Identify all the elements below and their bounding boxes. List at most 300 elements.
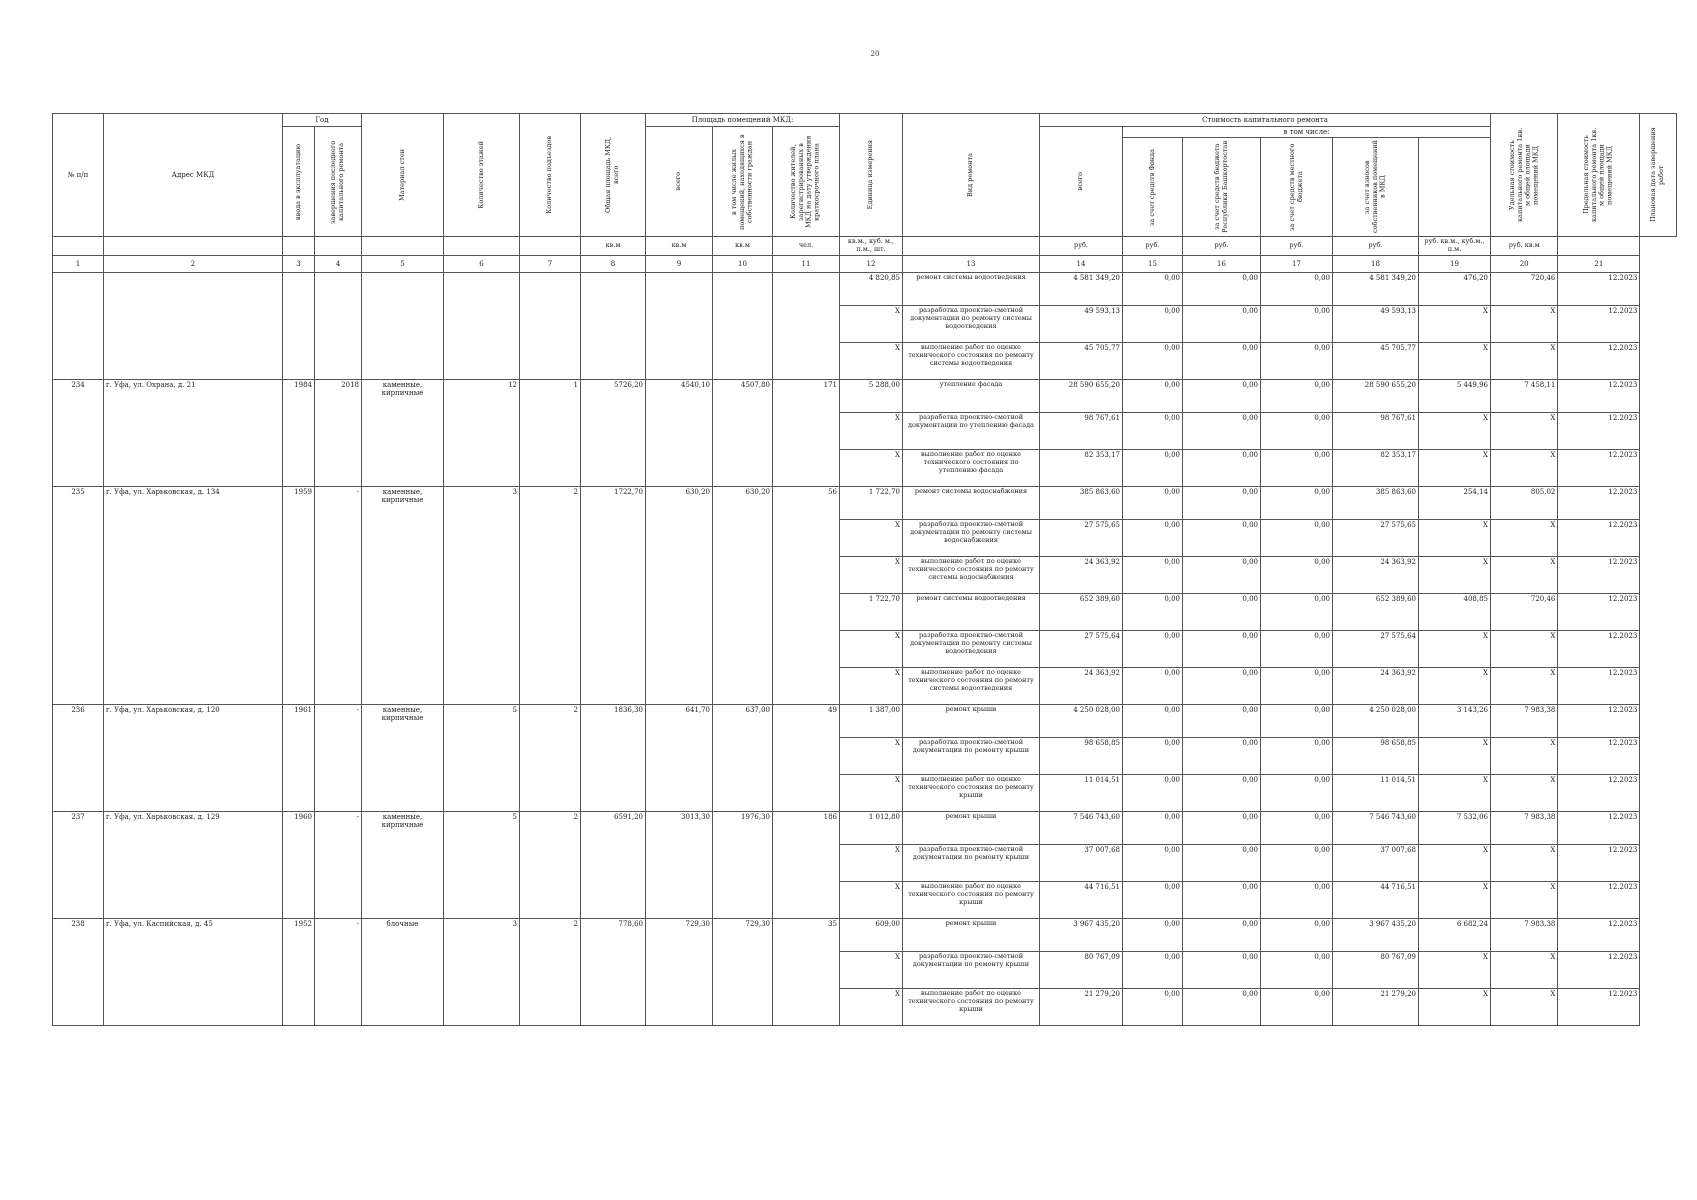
cost-fund: 0,00 <box>1123 556 1183 593</box>
cost-owners: 3 967 435,20 <box>1333 918 1419 951</box>
header-c3: ввода в эксплуатацию <box>283 127 315 237</box>
floors-count: 5 <box>444 811 520 918</box>
limit-cost: X <box>1491 412 1558 449</box>
work-unit-amount: X <box>840 449 903 486</box>
cost-local-budget: 0,00 <box>1261 305 1333 342</box>
planned-completion-date: 12.2023 <box>1558 667 1640 704</box>
area-rooms: 630,20 <box>646 486 713 704</box>
cost-owners: 98 658,85 <box>1333 737 1419 774</box>
table-row <box>53 379 1677 412</box>
cost-local-budget: 0,00 <box>1261 412 1333 449</box>
area-private <box>713 272 773 379</box>
unit-c9: кв.м <box>646 237 713 256</box>
limit-cost: 720,46 <box>1491 593 1558 630</box>
unit-c17: руб. <box>1261 237 1333 256</box>
limit-cost: X <box>1491 951 1558 988</box>
header-area-group: Площадь помещений МКД: <box>646 114 840 127</box>
work-type: разработка проектно-сметной документации по ремонту крыши <box>903 737 1040 774</box>
work-unit-amount: X <box>840 630 903 667</box>
cost-fund: 0,00 <box>1123 737 1183 774</box>
table-row <box>53 486 1677 519</box>
cost-total: 27 575,64 <box>1040 630 1123 667</box>
cost-owners: 21 279,20 <box>1333 988 1419 1025</box>
limit-cost: X <box>1491 305 1558 342</box>
cost-total: 82 353,17 <box>1040 449 1123 486</box>
planned-completion-date: 12.2023 <box>1558 704 1640 737</box>
house-number: 235 <box>53 486 104 704</box>
planned-completion-date: 12.2023 <box>1558 272 1640 305</box>
cost-fund: 0,00 <box>1123 774 1183 811</box>
entrances-count: 2 <box>520 704 581 811</box>
residents-count: 186 <box>773 811 840 918</box>
area-private: 729,30 <box>713 918 773 1025</box>
cost-fund: 0,00 <box>1123 272 1183 305</box>
planned-completion-date: 12.2023 <box>1558 630 1640 667</box>
residents-count: 35 <box>773 918 840 1025</box>
cost-fund: 0,00 <box>1123 305 1183 342</box>
entrances-count: 2 <box>520 811 581 918</box>
year-last-repair: 2018 <box>315 379 362 486</box>
cost-total: 98 658,85 <box>1040 737 1123 774</box>
cost-republic-budget: 0,00 <box>1183 486 1261 519</box>
specific-cost: X <box>1419 844 1491 881</box>
planned-completion-date: 12.2023 <box>1558 918 1640 951</box>
cost-local-budget: 0,00 <box>1261 881 1333 918</box>
header-c17: за счет средств местного бюджета <box>1261 138 1333 237</box>
specific-cost: X <box>1419 342 1491 379</box>
year-built: 1960 <box>283 811 315 918</box>
cost-fund: 0,00 <box>1123 667 1183 704</box>
planned-completion-date: 12.2023 <box>1558 737 1640 774</box>
area-private: 1976,30 <box>713 811 773 918</box>
work-type: ремонт крыши <box>903 918 1040 951</box>
column-number: 12 <box>840 255 903 272</box>
cost-local-budget: 0,00 <box>1261 379 1333 412</box>
entrances-count <box>520 272 581 379</box>
entrances-count: 2 <box>520 918 581 1025</box>
cost-republic-budget: 0,00 <box>1183 593 1261 630</box>
year-last-repair <box>315 272 362 379</box>
limit-cost: X <box>1491 630 1558 667</box>
cost-owners: 4 581 349,20 <box>1333 272 1419 305</box>
cost-fund: 0,00 <box>1123 486 1183 519</box>
cost-local-budget: 0,00 <box>1261 519 1333 556</box>
floors-count: 12 <box>444 379 520 486</box>
column-number: 14 <box>1040 255 1123 272</box>
cost-republic-budget: 0,00 <box>1183 556 1261 593</box>
cost-owners: 24 363,92 <box>1333 556 1419 593</box>
area-rooms: 729,30 <box>646 918 713 1025</box>
cost-fund: 0,00 <box>1123 811 1183 844</box>
table-row <box>53 811 1677 844</box>
wall-material <box>362 272 444 379</box>
cost-fund: 0,00 <box>1123 593 1183 630</box>
unit-c11: чел. <box>773 237 840 256</box>
year-built: 1959 <box>283 486 315 704</box>
cost-fund: 0,00 <box>1123 704 1183 737</box>
limit-cost: X <box>1491 342 1558 379</box>
work-unit-amount: X <box>840 519 903 556</box>
specific-cost: 476,20 <box>1419 272 1491 305</box>
work-type: разработка проектно-сметной документации по утеплению фасада <box>903 412 1040 449</box>
area-rooms <box>646 272 713 379</box>
residents-count: 171 <box>773 379 840 486</box>
cost-owners: 27 575,64 <box>1333 630 1419 667</box>
work-unit-amount: 1 722,70 <box>840 486 903 519</box>
year-last-repair: - <box>315 918 362 1025</box>
unit-c20: руб. кв.м <box>1491 237 1558 256</box>
unit-c14: руб. <box>1040 237 1123 256</box>
table-body <box>53 237 1677 1026</box>
column-number: 9 <box>646 255 713 272</box>
work-unit-amount: X <box>840 342 903 379</box>
specific-cost: X <box>1419 988 1491 1025</box>
cost-fund: 0,00 <box>1123 844 1183 881</box>
cost-total: 45 705,77 <box>1040 342 1123 379</box>
column-number: 6 <box>444 255 520 272</box>
work-unit-amount: X <box>840 305 903 342</box>
wall-material: каменные, кирпичные <box>362 486 444 704</box>
house-address: г. Уфа, ул. Харьковская, д. 129 <box>104 811 283 918</box>
unit-c12: кв.м., куб. м., п.м., шт. <box>840 237 903 256</box>
cost-fund: 0,00 <box>1123 449 1183 486</box>
header-c10: в том числе жилых помещений, находящихся в собственности граждан <box>713 127 773 237</box>
cost-republic-budget: 0,00 <box>1183 774 1261 811</box>
planned-completion-date: 12.2023 <box>1558 811 1640 844</box>
planned-completion-date: 12.2023 <box>1558 342 1640 379</box>
cost-local-budget: 0,00 <box>1261 988 1333 1025</box>
limit-cost: X <box>1491 881 1558 918</box>
year-last-repair: - <box>315 486 362 704</box>
cost-republic-budget: 0,00 <box>1183 305 1261 342</box>
floors-count: 3 <box>444 486 520 704</box>
limit-cost: 805,02 <box>1491 486 1558 519</box>
cost-total: 80 767,09 <box>1040 951 1123 988</box>
cost-fund: 0,00 <box>1123 951 1183 988</box>
cost-local-budget: 0,00 <box>1261 486 1333 519</box>
work-unit-amount: 609,00 <box>840 918 903 951</box>
work-type: выполнение работ по оценке технического состояния по ремонту системы водоотведения <box>903 342 1040 379</box>
cost-local-budget: 0,00 <box>1261 704 1333 737</box>
house-address: г. Уфа, ул. Харьковская, д. 134 <box>104 486 283 704</box>
header-c20: Предельная стоимость капитального ремонта 1кв. м общей площади помещений МКД <box>1558 114 1640 237</box>
column-number: 19 <box>1419 255 1491 272</box>
work-type: разработка проектно-сметной документации по ремонту системы водоотведения <box>903 305 1040 342</box>
limit-cost: X <box>1491 737 1558 774</box>
work-unit-amount: 4 820,85 <box>840 272 903 305</box>
header-cost-group: Стоимость капитального ремонта <box>1040 114 1491 127</box>
planned-completion-date: 12.2023 <box>1558 519 1640 556</box>
work-type: ремонт системы водоотведения <box>903 593 1040 630</box>
specific-cost: X <box>1419 951 1491 988</box>
unit-c10: кв.м <box>713 237 773 256</box>
cost-owners: 82 353,17 <box>1333 449 1419 486</box>
header-c18: за счет взносов собственников помещений в МКД <box>1333 138 1419 237</box>
header-c13: Вид ремонта <box>903 114 1040 237</box>
work-unit-amount: X <box>840 412 903 449</box>
cost-fund: 0,00 <box>1123 918 1183 951</box>
unit-c18: руб. <box>1333 237 1419 256</box>
repair-plan-table-wrapper <box>52 113 1677 1026</box>
cost-fund: 0,00 <box>1123 379 1183 412</box>
house-number: 236 <box>53 704 104 811</box>
planned-completion-date: 12.2023 <box>1558 844 1640 881</box>
work-unit-amount: 1 387,00 <box>840 704 903 737</box>
cost-owners: 7 546 743,60 <box>1333 811 1419 844</box>
house-address: г. Уфа, ул. Харьковская, д. 120 <box>104 704 283 811</box>
cost-total: 652 389,60 <box>1040 593 1123 630</box>
cost-republic-budget: 0,00 <box>1183 519 1261 556</box>
work-type: ремонт системы водоснабжения <box>903 486 1040 519</box>
column-number: 2 <box>104 255 283 272</box>
cost-republic-budget: 0,00 <box>1183 272 1261 305</box>
column-number: 3 <box>283 255 315 272</box>
header-c19: Удельная стоимость капитального ремонта 1кв. м общей площади помещений МКД <box>1491 114 1558 237</box>
work-unit-amount: 5 288,00 <box>840 379 903 412</box>
work-unit-amount: X <box>840 737 903 774</box>
cost-local-budget: 0,00 <box>1261 918 1333 951</box>
repair-plan-table <box>52 113 1677 1026</box>
cost-owners: 80 767,09 <box>1333 951 1419 988</box>
cost-local-budget: 0,00 <box>1261 449 1333 486</box>
work-unit-amount: X <box>840 774 903 811</box>
cost-total: 11 014,51 <box>1040 774 1123 811</box>
cost-total: 27 575,65 <box>1040 519 1123 556</box>
specific-cost: 3 143,26 <box>1419 704 1491 737</box>
work-type: ремонт крыши <box>903 811 1040 844</box>
cost-local-budget: 0,00 <box>1261 774 1333 811</box>
work-unit-amount: X <box>840 881 903 918</box>
house-address: г. Уфа, ул. Каспийская, д. 45 <box>104 918 283 1025</box>
cost-local-budget: 0,00 <box>1261 272 1333 305</box>
floors-count: 3 <box>444 918 520 1025</box>
cost-local-budget: 0,00 <box>1261 667 1333 704</box>
specific-cost: X <box>1419 881 1491 918</box>
unit-c19: руб. кв.м., куб.м., п.м. <box>1419 237 1491 256</box>
year-built: 1952 <box>283 918 315 1025</box>
cost-total: 24 363,92 <box>1040 556 1123 593</box>
planned-completion-date: 12.2023 <box>1558 412 1640 449</box>
specific-cost: 6 682,24 <box>1419 918 1491 951</box>
cost-owners: 11 014,51 <box>1333 774 1419 811</box>
header-c6: Количество этажей <box>444 114 520 237</box>
cost-local-budget: 0,00 <box>1261 556 1333 593</box>
residents-count: 49 <box>773 704 840 811</box>
work-type: разработка проектно-сметной документации по ремонту системы водоснабжения <box>903 519 1040 556</box>
cost-fund: 0,00 <box>1123 881 1183 918</box>
area-total: 6591,20 <box>581 811 646 918</box>
limit-cost: X <box>1491 844 1558 881</box>
cost-owners: 27 575,65 <box>1333 519 1419 556</box>
cost-republic-budget: 0,00 <box>1183 704 1261 737</box>
header-c1: № п/п <box>53 114 104 237</box>
header-c8: Общая площадь МКД, всего <box>581 114 646 237</box>
cost-total: 3 967 435,20 <box>1040 918 1123 951</box>
work-type: выполнение работ по оценке технического состояния по ремонту системы водоснабжения <box>903 556 1040 593</box>
cost-total: 21 279,20 <box>1040 988 1123 1025</box>
cost-local-budget: 0,00 <box>1261 811 1333 844</box>
header-c4: завершения последнего капитального ремонта <box>315 127 362 237</box>
entrances-count: 1 <box>520 379 581 486</box>
wall-material: каменные, кирпичные <box>362 379 444 486</box>
planned-completion-date: 12.2023 <box>1558 486 1640 519</box>
table-row <box>53 704 1677 737</box>
page-number: 20 <box>870 50 880 58</box>
residents-count <box>773 272 840 379</box>
table-row <box>53 272 1677 305</box>
cost-owners: 4 250 028,00 <box>1333 704 1419 737</box>
cost-republic-budget: 0,00 <box>1183 844 1261 881</box>
area-rooms: 4540,10 <box>646 379 713 486</box>
header-c11: Количество жителей, зарегистрированных в МКД на дату утверждения краткосрочного плана <box>773 127 840 237</box>
cost-owners: 24 363,92 <box>1333 667 1419 704</box>
cost-total: 4 581 349,20 <box>1040 272 1123 305</box>
column-number: 8 <box>581 255 646 272</box>
column-number: 17 <box>1261 255 1333 272</box>
cost-republic-budget: 0,00 <box>1183 630 1261 667</box>
cost-fund: 0,00 <box>1123 630 1183 667</box>
cost-fund: 0,00 <box>1123 988 1183 1025</box>
area-total: 778,60 <box>581 918 646 1025</box>
column-number: 1 <box>53 255 104 272</box>
planned-completion-date: 12.2023 <box>1558 593 1640 630</box>
header-cost-sub: в том числе: <box>1123 127 1491 138</box>
work-type: разработка проектно-сметной документации по ремонту крыши <box>903 951 1040 988</box>
cost-republic-budget: 0,00 <box>1183 379 1261 412</box>
work-unit-amount: X <box>840 667 903 704</box>
house-number: 238 <box>53 918 104 1025</box>
cost-owners: 37 007,68 <box>1333 844 1419 881</box>
work-type: ремонт системы водоотведения <box>903 272 1040 305</box>
work-unit-amount: X <box>840 988 903 1025</box>
column-number: 13 <box>903 255 1040 272</box>
header-c21: Плановая дата завершения работ <box>1640 114 1676 237</box>
specific-cost: 254,14 <box>1419 486 1491 519</box>
cost-local-budget: 0,00 <box>1261 737 1333 774</box>
specific-cost: X <box>1419 556 1491 593</box>
cost-republic-budget: 0,00 <box>1183 951 1261 988</box>
cost-total: 37 007,68 <box>1040 844 1123 881</box>
area-private: 4507,80 <box>713 379 773 486</box>
column-number: 5 <box>362 255 444 272</box>
work-type: выполнение работ по оценке технического состояния по ремонту крыши <box>903 988 1040 1025</box>
planned-completion-date: 12.2023 <box>1558 379 1640 412</box>
work-unit-amount: X <box>840 844 903 881</box>
cost-total: 4 250 028,00 <box>1040 704 1123 737</box>
cost-owners: 45 705,77 <box>1333 342 1419 379</box>
house-address: г. Уфа, ул. Охрана, д. 21 <box>104 379 283 486</box>
cost-republic-budget: 0,00 <box>1183 412 1261 449</box>
cost-total: 7 546 743,60 <box>1040 811 1123 844</box>
cost-local-budget: 0,00 <box>1261 593 1333 630</box>
house-number <box>53 272 104 379</box>
limit-cost: X <box>1491 667 1558 704</box>
specific-cost: X <box>1419 774 1491 811</box>
cost-owners: 98 767,61 <box>1333 412 1419 449</box>
limit-cost: 7 983,38 <box>1491 811 1558 844</box>
cost-republic-budget: 0,00 <box>1183 449 1261 486</box>
specific-cost: 408,85 <box>1419 593 1491 630</box>
year-built: 1961 <box>283 704 315 811</box>
work-unit-amount: 1 722,70 <box>840 593 903 630</box>
specific-cost: X <box>1419 519 1491 556</box>
planned-completion-date: 12.2023 <box>1558 305 1640 342</box>
column-number: 7 <box>520 255 581 272</box>
header-c16: за счет средств бюджета Республики Башкортостан <box>1183 138 1261 237</box>
work-type: выполнение работ по оценке технического состояния по ремонту системы водоотведения <box>903 667 1040 704</box>
area-rooms: 641,70 <box>646 704 713 811</box>
house-address <box>104 272 283 379</box>
cost-total: 49 593,13 <box>1040 305 1123 342</box>
area-total <box>581 272 646 379</box>
header-c15: за счет средств Фонда <box>1123 138 1183 237</box>
units-row <box>53 237 1677 256</box>
work-unit-amount: X <box>840 556 903 593</box>
cost-local-budget: 0,00 <box>1261 342 1333 379</box>
work-unit-amount: 1 012,80 <box>840 811 903 844</box>
cost-fund: 0,00 <box>1123 412 1183 449</box>
floors-count <box>444 272 520 379</box>
specific-cost: X <box>1419 667 1491 704</box>
year-last-repair: - <box>315 811 362 918</box>
header-c7: Количество подъездов <box>520 114 581 237</box>
header-c12: Единица измерения <box>840 114 903 237</box>
limit-cost: X <box>1491 988 1558 1025</box>
column-number: 16 <box>1183 255 1261 272</box>
area-total: 1722,70 <box>581 486 646 704</box>
header-c9: всего <box>646 127 713 237</box>
residents-count: 56 <box>773 486 840 704</box>
floors-count: 5 <box>444 704 520 811</box>
cost-owners: 28 590 655,20 <box>1333 379 1419 412</box>
column-number: 18 <box>1333 255 1419 272</box>
column-number: 4 <box>315 255 362 272</box>
planned-completion-date: 12.2023 <box>1558 556 1640 593</box>
planned-completion-date: 12.2023 <box>1558 951 1640 988</box>
cost-total: 44 716,51 <box>1040 881 1123 918</box>
wall-material: каменные, кирпичные <box>362 704 444 811</box>
work-type: выполнение работ по оценке технического состояния по ремонту крыши <box>903 881 1040 918</box>
limit-cost: X <box>1491 556 1558 593</box>
area-total: 5726,20 <box>581 379 646 486</box>
planned-completion-date: 12.2023 <box>1558 449 1640 486</box>
cost-local-budget: 0,00 <box>1261 630 1333 667</box>
column-number: 20 <box>1491 255 1558 272</box>
limit-cost: 7 458,11 <box>1491 379 1558 412</box>
limit-cost: X <box>1491 774 1558 811</box>
cost-owners: 49 593,13 <box>1333 305 1419 342</box>
specific-cost: X <box>1419 630 1491 667</box>
work-unit-amount: X <box>840 951 903 988</box>
work-type: разработка проектно-сметной документации по ремонту крыши <box>903 844 1040 881</box>
unit-c16: руб. <box>1183 237 1261 256</box>
area-private: 630,20 <box>713 486 773 704</box>
cost-republic-budget: 0,00 <box>1183 988 1261 1025</box>
work-type: разработка проектно-сметной документации по ремонту системы водоотведения <box>903 630 1040 667</box>
cost-total: 24 363,92 <box>1040 667 1123 704</box>
column-number: 10 <box>713 255 773 272</box>
cost-owners: 385 863,60 <box>1333 486 1419 519</box>
work-type: утепление фасада <box>903 379 1040 412</box>
column-number: 21 <box>1558 255 1640 272</box>
work-type: ремонт крыши <box>903 704 1040 737</box>
specific-cost: X <box>1419 737 1491 774</box>
cost-total: 98 767,61 <box>1040 412 1123 449</box>
cost-republic-budget: 0,00 <box>1183 342 1261 379</box>
header-god: Год <box>283 114 362 127</box>
specific-cost: 7 532,06 <box>1419 811 1491 844</box>
unit-c8: кв.м <box>581 237 646 256</box>
